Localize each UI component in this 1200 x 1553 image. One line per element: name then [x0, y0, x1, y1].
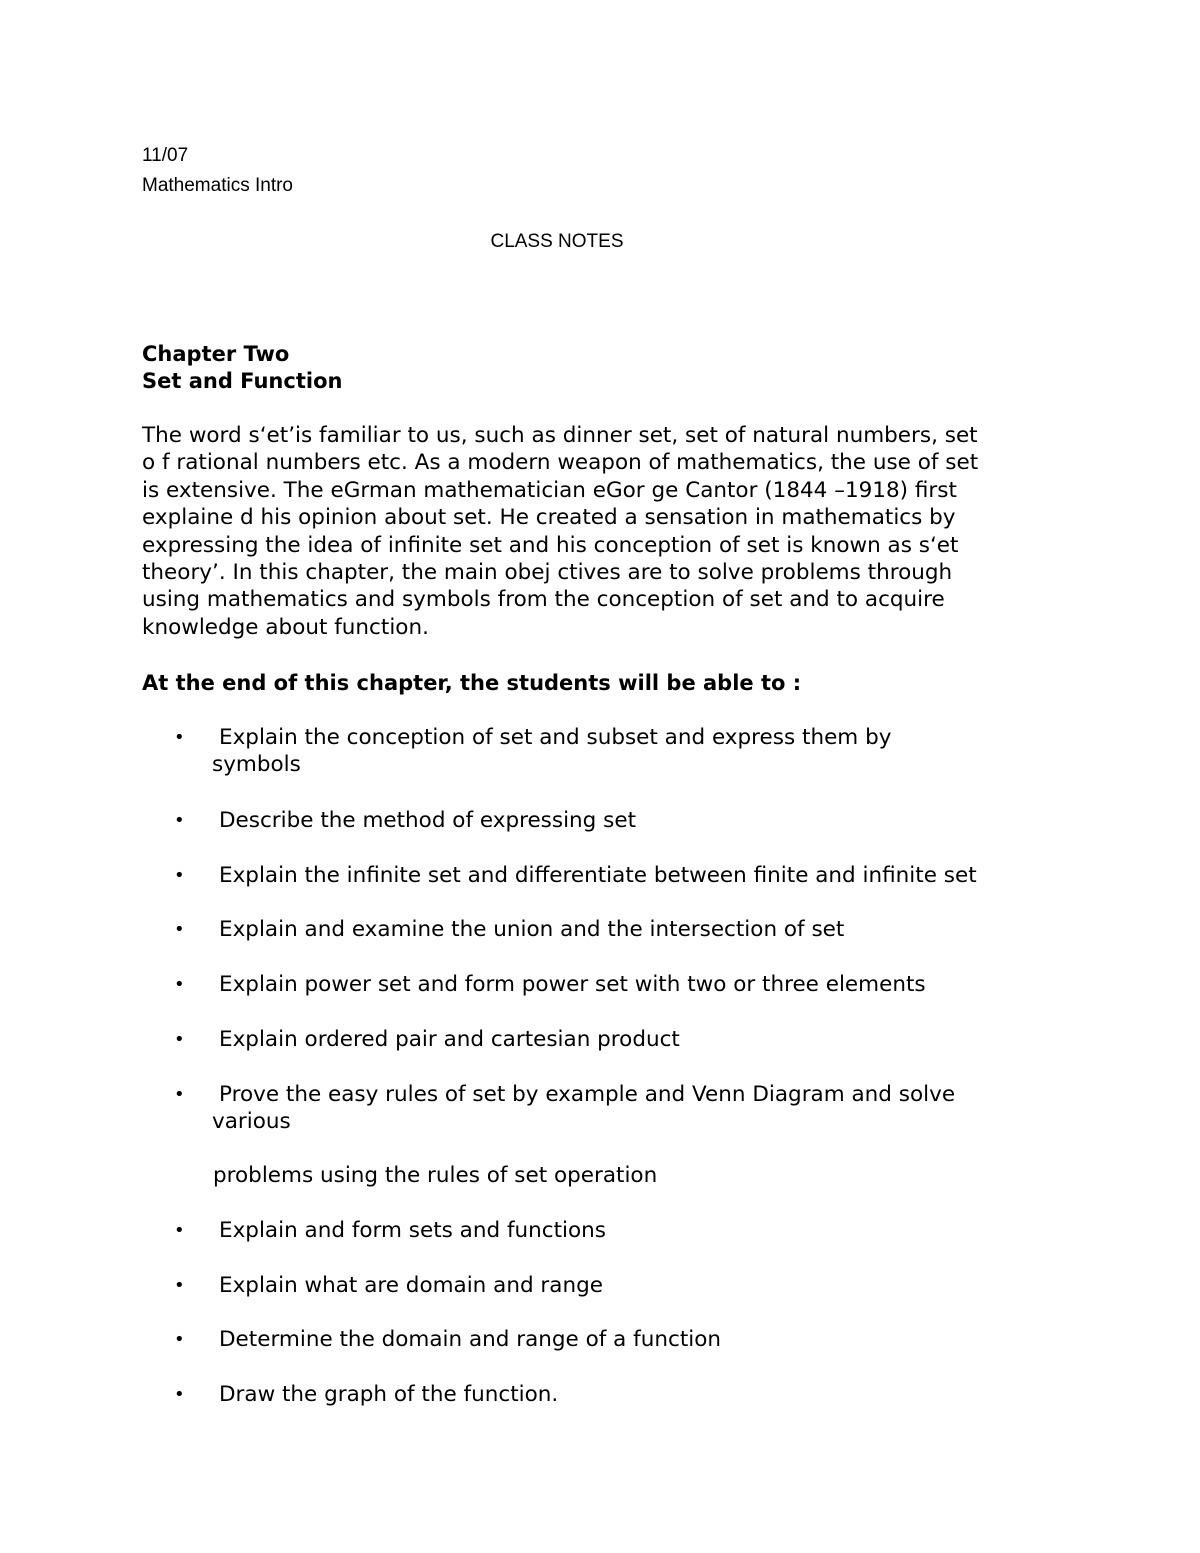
note-date: 11/07: [142, 145, 189, 166]
bullet-icon: •: [174, 1384, 185, 1405]
intro-line: theory’. In this chapter, the main obej ctives are to solve problems through: [142, 560, 953, 586]
bullet-icon: •: [174, 919, 185, 940]
chapter-number: Chapter Two: [142, 342, 290, 366]
objective-text: Determine the domain and range of a function: [219, 1327, 722, 1352]
bullet-icon: •: [174, 727, 185, 748]
bullet-icon: •: [174, 1084, 185, 1105]
objective-text: Describe the method of expressing set: [219, 808, 637, 833]
objective-continuation: problems using the rules of set operation: [213, 1163, 658, 1188]
intro-line: o f rational numbers etc. As a modern weapon of mathematics, the use of set: [142, 450, 979, 476]
objective-text: Explain the infinite set and differentiate between finite and infinite set: [219, 863, 977, 888]
objective-text: Draw the graph of the function.: [219, 1382, 559, 1407]
intro-line: expressing the idea of infinite set and his conception of set is known as s‘et: [142, 532, 959, 558]
objective-text: Prove the easy rules of set by example and Venn Diagram and solve various: [212, 1082, 956, 1135]
objective-text: Explain power set and form power set with two or three elements: [219, 972, 926, 997]
objective-text: Explain what are domain and range: [219, 1273, 603, 1298]
chapter-title: Set and Function: [142, 369, 343, 393]
bullet-icon: •: [174, 974, 185, 995]
objectives-heading: At the end of this chapter, the students will be able to :: [142, 671, 802, 695]
bullet-icon: •: [174, 810, 185, 831]
course-name: Mathematics Intro: [142, 175, 293, 196]
objective-text: Explain the conception of set and subset and express them by symbols: [212, 725, 892, 778]
intro-line: knowledge about function.: [142, 614, 429, 640]
objective-text: Explain and examine the union and the intersection of set: [219, 917, 845, 942]
objective-text: Explain and form sets and functions: [219, 1218, 606, 1243]
intro-paragraph: [142, 422, 1072, 641]
bullet-icon: •: [174, 1329, 185, 1350]
intro-line: is extensive. The eGrman mathematician eGor ge Cantor (1844 –1918) first: [142, 477, 957, 503]
bullet-icon: •: [174, 1029, 185, 1050]
bullet-icon: •: [174, 865, 185, 886]
intro-line: explaine d his opinion about set. He created a sensation in mathematics by: [142, 505, 956, 531]
bullet-icon: •: [174, 1275, 185, 1296]
intro-line: The word s‘et’is familiar to us, such as dinner set, set of natural numbers, set: [142, 423, 978, 448]
document-title: CLASS NOTES: [490, 231, 624, 252]
intro-line: using mathematics and symbols from the conception of set and to acquire: [142, 587, 945, 613]
objective-text: Explain ordered pair and cartesian product: [219, 1027, 680, 1052]
bullet-icon: •: [174, 1220, 185, 1241]
